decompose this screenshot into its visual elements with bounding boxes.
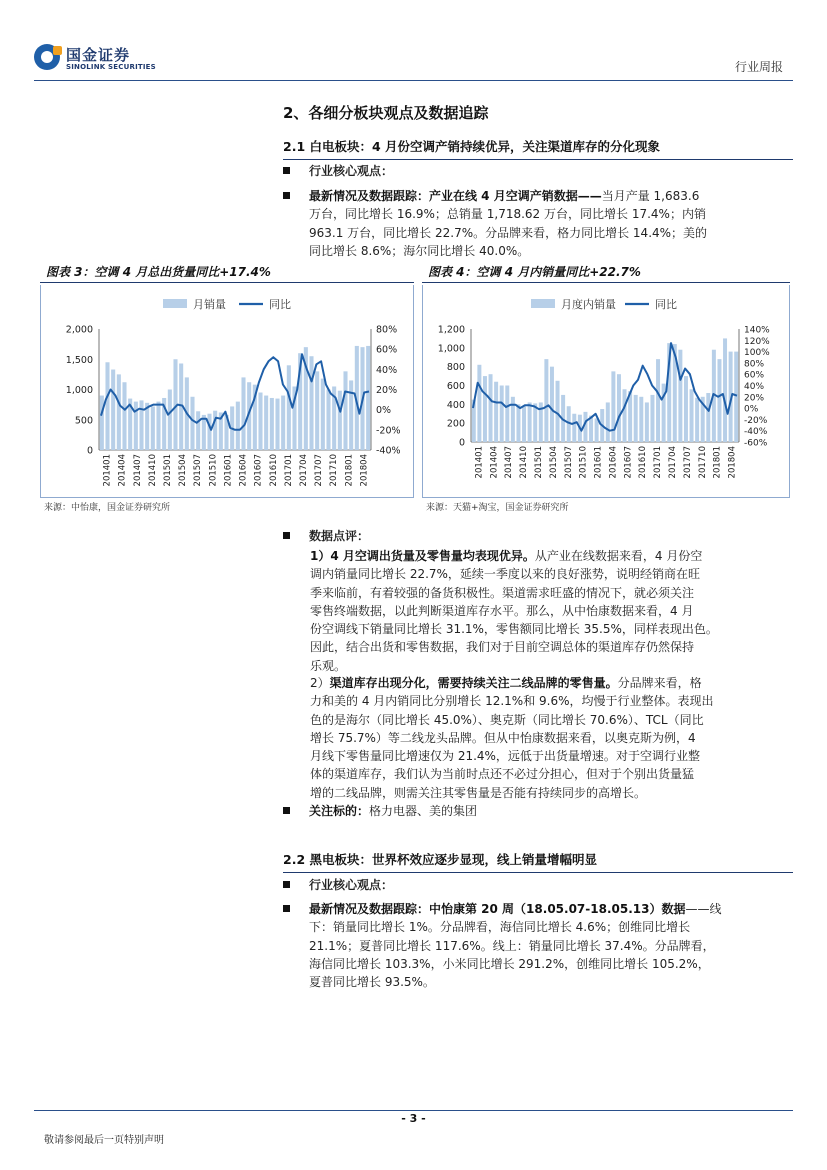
x-tick-label: 201501 — [163, 454, 173, 487]
bar — [556, 381, 560, 442]
figure-3-title: 图表 3：空调 4 月总出货量同比+17.4% — [40, 263, 414, 283]
y-right-tick-label: -20% — [744, 415, 768, 426]
comment-label: 数据点评： — [309, 529, 370, 543]
p1-line-7: 乐观。 — [310, 658, 347, 673]
bar — [156, 402, 160, 450]
brand-name-cn: 国金证券 — [66, 46, 131, 64]
latest-data-2-1 — [309, 187, 789, 260]
x-tick-label: 201507 — [193, 454, 204, 487]
bar — [516, 404, 520, 442]
focus-text: 格力电器、美的集团 — [369, 804, 478, 818]
bar — [734, 352, 738, 442]
bar — [483, 376, 487, 442]
x-tick-label: 201407 — [504, 446, 515, 479]
p2-line-7: 增的二线品牌，则需关注其零售量是否能有持续同步的高增长。 — [310, 785, 647, 800]
bar — [723, 338, 727, 442]
x-tick-label: 201707 — [314, 454, 325, 487]
x-tick-label: 201507 — [563, 446, 574, 479]
bar — [117, 374, 121, 450]
bullet-square-icon — [283, 807, 290, 814]
bar — [717, 359, 721, 442]
bar — [505, 386, 509, 443]
x-tick-label: 201404 — [489, 446, 500, 479]
bar — [105, 362, 109, 450]
latest-line-4: 同比增长 8.6%；海尔同比增长 40.0%。 — [309, 243, 530, 258]
bar — [343, 371, 347, 450]
latest-2-2-line-3: 21.1%；夏普同比增长 117.6%。线上：销量同比增长 37.4%。分品牌看， — [309, 938, 715, 953]
x-tick-label: 201404 — [117, 454, 128, 487]
bar — [338, 391, 342, 450]
y-right-tick-label: 40% — [376, 364, 398, 376]
bar — [678, 350, 682, 442]
bullet-square-icon — [283, 192, 290, 199]
focus-label: 关注标的： — [309, 804, 370, 818]
bar — [139, 400, 143, 450]
x-tick-label: 201601 — [223, 454, 234, 487]
bar — [258, 393, 262, 450]
y-right-tick-label: -60% — [744, 438, 768, 449]
bar — [522, 406, 526, 442]
bar — [606, 402, 610, 442]
x-tick-label: 201504 — [548, 446, 559, 479]
p2-line-2: 力和美的 4 月内销同比分别增长 12.1%和 9.6%，均慢于行业整体。表现出 — [310, 694, 714, 709]
p2-line-5: 月线下零售量同比增速仅为 21.4%，远低于出货量增速。对于空调行业整 — [310, 749, 700, 764]
x-tick-label: 201701 — [283, 454, 294, 487]
x-tick-label: 201710 — [697, 446, 708, 479]
bar — [145, 403, 149, 450]
bar — [623, 389, 627, 442]
bar — [528, 402, 532, 442]
bar — [489, 374, 493, 442]
p2-lead: 渠道库存出现分化，需要持续关注二线品牌的零售量。 — [329, 676, 618, 690]
y-right-tick-label: 20% — [376, 385, 398, 396]
latest-2-2-line-1-tail: ——线 — [685, 902, 722, 916]
bar — [315, 371, 319, 450]
figure-4-title: 图表 4：空调 4 月内销量同比+22.7% — [422, 263, 790, 283]
bullet-square-icon — [283, 532, 290, 539]
bullet-square-icon — [283, 881, 290, 888]
bar — [275, 399, 279, 450]
bar — [477, 365, 481, 442]
figure-3-box — [40, 285, 414, 498]
y-right-tick-label: -40% — [744, 427, 768, 438]
y-right-tick-label: 0% — [376, 405, 392, 417]
bar — [695, 398, 699, 442]
x-tick-label: 201410 — [519, 446, 530, 479]
y-right-tick-label: -20% — [376, 425, 401, 437]
x-tick-label: 201401 — [102, 454, 113, 487]
p1-line-5: 份空调线下销量同比增长 31.1%，零售额同比增长 35.5%，同样表现出色。 — [310, 622, 718, 637]
latest-lead: 最新情况及数据跟踪：产业在线 4 月空调产销数据—— — [309, 189, 602, 203]
legend-bar-label: 月度内销量 — [561, 298, 616, 311]
header-divider — [34, 80, 793, 81]
y-left-tick-label: 500 — [74, 415, 93, 427]
bar — [595, 418, 599, 442]
bar — [100, 396, 104, 450]
latest-data-2-2 — [309, 900, 789, 991]
bar — [645, 402, 649, 442]
comment-paragraph-1 — [310, 547, 786, 675]
latest-2-2-line-2: 下：销量同比增长 1%。分品牌看，海信同比增长 4.6%；创维同比增长 — [309, 920, 691, 935]
x-tick-label: 201604 — [238, 454, 249, 487]
x-tick-label: 201401 — [474, 446, 485, 479]
bar — [264, 396, 268, 450]
latest-line-2: 万台，同比增长 16.9%；总销量 1,718.62 万台，同比增长 17.4%；内销 — [309, 207, 706, 222]
y-right-tick-label: 80% — [744, 359, 765, 370]
bar — [349, 380, 353, 450]
bar — [650, 395, 654, 442]
legend-bar-swatch — [531, 299, 555, 308]
bar — [634, 395, 638, 442]
bar — [111, 370, 115, 450]
y-left-tick-label: 1,000 — [437, 343, 465, 355]
x-tick-label: 201801 — [344, 454, 355, 487]
p2-number: 2） — [310, 676, 330, 690]
y-left-tick-label: 200 — [446, 418, 465, 430]
bar — [690, 389, 694, 442]
p1-line-2: 调内销量同比增长 22.7%，延续一季度以来的良好涨势，说明经销商在旺 — [310, 567, 700, 582]
y-right-tick-label: 40% — [744, 382, 765, 392]
logo-accent-icon — [53, 46, 62, 55]
p2-line-1-tail: 分品牌来看，格 — [617, 676, 702, 690]
x-tick-label: 201407 — [132, 454, 143, 487]
bar — [281, 396, 285, 450]
p2-line-4: 增长 75.7%）等二线龙头品牌。但从中怡康数据来看，以奥克斯为例，4 — [310, 730, 696, 745]
y-right-tick-label: -40% — [376, 445, 401, 457]
x-tick-label: 201804 — [359, 454, 370, 487]
brand-name-en: SINOLINK SECURITIES — [66, 63, 156, 71]
x-tick-label: 201607 — [623, 446, 634, 479]
x-tick-label: 201704 — [299, 454, 309, 487]
bar — [611, 371, 615, 442]
latest-line-1: 当月产量 1,683.6 — [601, 189, 700, 203]
x-tick-label: 201510 — [578, 446, 589, 479]
bar — [550, 367, 554, 442]
figure-3-chart — [41, 285, 413, 497]
latest-line-3: 963.1 万台，同比增长 22.7%。分品牌来看，格力同比增长 14.4%；美的 — [309, 225, 708, 240]
p2-line-6: 体的渠道库存，我们认为当前时点还不必过分担心，但对于个别出货量猛 — [310, 767, 695, 782]
x-tick-label: 201610 — [638, 446, 649, 479]
y-right-tick-label: 60% — [744, 370, 765, 381]
bar — [494, 382, 498, 442]
y-left-tick-label: 400 — [446, 399, 465, 411]
bar — [639, 397, 643, 442]
bar — [207, 414, 211, 450]
y-right-tick-label: 0% — [744, 404, 759, 415]
x-tick-label: 201610 — [268, 454, 279, 487]
bar — [656, 359, 660, 442]
p2-line-3: 色的是海尔（同比增长 45.0%）、奥克斯（同比增长 70.6%）、TCL（同比 — [310, 712, 704, 727]
core-view-label: 行业核心观点： — [309, 164, 394, 178]
y-right-tick-label: 20% — [744, 393, 765, 404]
x-tick-label: 201804 — [727, 446, 738, 479]
x-tick-label: 201704 — [668, 446, 678, 479]
bar — [190, 397, 194, 450]
x-tick-label: 201710 — [329, 454, 340, 487]
legend-line-label: 同比 — [655, 298, 677, 311]
y-right-tick-label: 120% — [744, 336, 770, 347]
subsection-title-2-2: 2.2 黑电板块：世界杯效应逐步显现，线上销量增幅明显 — [283, 850, 793, 873]
x-tick-label: 201607 — [253, 454, 264, 487]
core-view-label-2-2: 行业核心观点： — [309, 878, 394, 892]
bar — [236, 402, 240, 450]
figure-4-chart — [423, 285, 789, 497]
bar — [213, 411, 217, 450]
p1-line-6: 因此，结合出货和零售数据，我们对于目前空调总体的渠道库存仍然保持 — [310, 640, 695, 655]
bar — [572, 414, 576, 442]
bar — [617, 374, 621, 442]
figure-4-box — [422, 285, 790, 498]
x-tick-label: 201701 — [653, 446, 664, 479]
bar — [533, 403, 537, 442]
p1-lead: 1）4 月空调出货量及零售量均表现优异。 — [310, 549, 535, 563]
bar — [196, 411, 200, 450]
latest-2-2-line-4: 海信同比增长 103.3%，小米同比增长 291.2%，创维同比增长 105.2%， — [309, 956, 710, 971]
y-right-tick-label: 60% — [376, 344, 398, 356]
x-tick-label: 201504 — [178, 454, 189, 487]
p1-line-1: 从产业在线数据来看，4 月份空 — [534, 549, 703, 563]
footer-divider — [34, 1110, 793, 1111]
y-left-tick-label: 0 — [86, 445, 93, 457]
latest-lead-2-2: 最新情况及数据跟踪：中怡康第 20 周（18.05.07-18.05.13）数据 — [309, 902, 686, 916]
y-right-tick-label: 80% — [376, 324, 398, 336]
y-right-tick-label: 100% — [744, 348, 770, 359]
y-left-tick-label: 0 — [458, 437, 465, 449]
figure-4-source: 来源：天猫+淘宝，国金证券研究所 — [426, 503, 569, 513]
legend-line-label: 同比 — [269, 298, 291, 311]
bar — [511, 397, 515, 442]
footer-disclaimer: 敬请参阅最后一页特别声明 — [44, 1135, 164, 1146]
figure-3-source: 来源：中怡康，国金证券研究所 — [44, 503, 171, 513]
x-tick-label: 201410 — [147, 454, 158, 487]
bar — [168, 390, 172, 451]
bar — [321, 379, 325, 450]
p1-line-4: 零售终端数据，以此判断渠道库存水平。那么，从中怡康数据来看，4 月 — [310, 603, 694, 618]
report-type: 行业周报 — [734, 60, 783, 74]
bar — [241, 377, 245, 450]
subsection-title-2-1: 2.1 白电板块：4 月份空调产销持续优异，关注渠道库存的分化现象 — [283, 137, 793, 160]
latest-2-2-line-5: 夏普同比增长 93.5%。 — [309, 975, 435, 990]
bar — [151, 406, 155, 450]
bar — [366, 346, 370, 450]
bar — [706, 393, 710, 442]
x-tick-label: 201801 — [712, 446, 723, 479]
y-right-tick-label: 140% — [744, 325, 770, 336]
focus-line — [309, 802, 477, 820]
bar — [287, 365, 291, 450]
section-title: 2、各细分板块观点及数据追踪 — [283, 104, 489, 122]
bar — [202, 415, 206, 450]
p1-line-3: 季来临前，有着较强的备货积极性。渠道需求旺盛的情况下，就必须关注 — [310, 585, 695, 600]
page-number: - 3 - — [401, 1112, 426, 1125]
x-tick-label: 201601 — [593, 446, 604, 479]
x-tick-label: 201604 — [608, 446, 619, 479]
bar — [270, 398, 274, 450]
bar — [122, 382, 126, 450]
x-tick-label: 201510 — [208, 454, 219, 487]
y-left-tick-label: 1,200 — [437, 324, 465, 336]
y-left-tick-label: 600 — [446, 381, 465, 392]
y-left-tick-label: 800 — [446, 362, 465, 374]
y-left-tick-label: 1,000 — [65, 385, 93, 396]
comment-paragraph-2 — [310, 674, 786, 802]
bar — [544, 359, 548, 442]
legend-bar-label: 月销量 — [193, 298, 226, 311]
bullet-square-icon — [283, 167, 290, 174]
y-left-tick-label: 1,500 — [65, 354, 93, 366]
x-tick-label: 201501 — [534, 446, 544, 479]
bar — [326, 390, 330, 451]
y-left-tick-label: 2,000 — [65, 324, 93, 336]
legend-bar-swatch — [163, 299, 187, 308]
bar — [500, 386, 504, 443]
x-tick-label: 201707 — [682, 446, 693, 479]
bar — [309, 356, 313, 450]
bullet-square-icon — [283, 905, 290, 912]
bar — [684, 376, 688, 442]
